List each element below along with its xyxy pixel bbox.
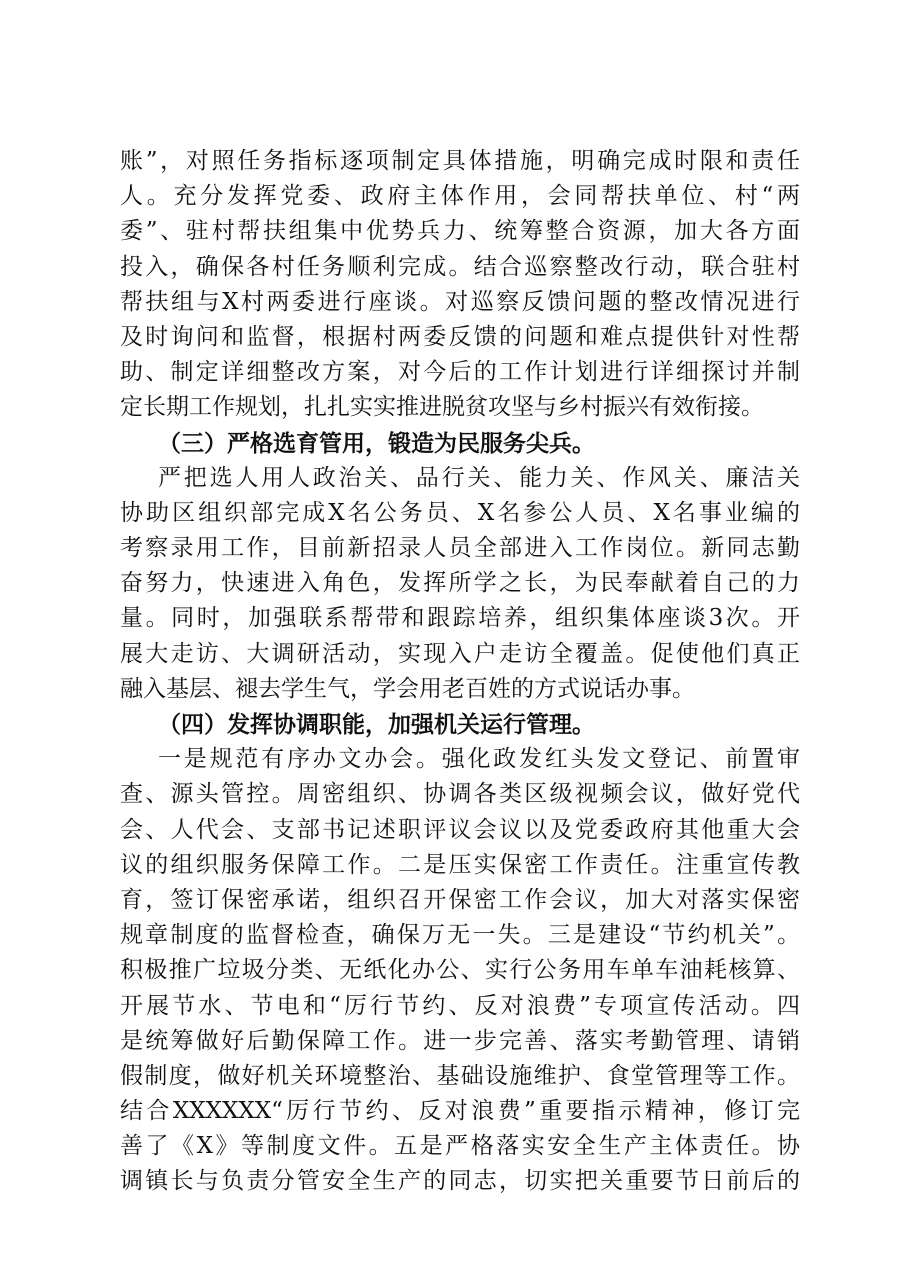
paragraph-3-line: 结合XXXXXX“厉行节约、反对浪费”重要指示精神，修订完 [120,1098,800,1125]
paragraph-1-line: 及时询问和监督，根据村两委反馈的问题和难点提供针对性帮 [120,323,800,350]
paragraph-1-line: 委”、驻村帮扶组集中优势兵力、统筹整合资源，加大各方面 [120,218,800,245]
paragraph-1-line: 投入，确保各村任务顺利完成。结合巡察整改行动，联合驻村 [120,253,800,280]
paragraph-3-line: 规章制度的监督检查，确保万无一失。三是建设“节约机关”。 [120,922,800,949]
paragraph-1 [120,144,800,426]
paragraph-3-line: 育，签订保密承诺，组织召开保密工作会议，加大对落实保密 [120,886,800,913]
paragraph-3-line: 查、源头管控。周密组织、协调各类区级视频会议，做好党代 [120,781,800,808]
paragraph-3-line: 一是规范有序办文办会。强化政发红头发文登记、前置审 [158,746,800,773]
paragraph-2-line: 严把选人用人政治关、品行关、能力关、作风关、廉洁关 [158,464,800,491]
paragraph-1-line: 定长期工作规划，扎扎实实推进脱贫攻坚与乡村振兴有效衔接。 [120,394,764,421]
paragraph-1-line: 账”，对照任务指标逐项制定具体措施，明确完成时限和责任 [120,148,800,174]
paragraph-3-line: 调镇长与负责分管安全生产的同志，切实把关重要节日前后的 [120,1168,800,1195]
paragraph-3-line: 议的组织服务保障工作。二是压实保密工作责任。注重宣传教 [120,851,800,878]
section-heading-4: （四）发挥协调职能，加强机关运行管理。 [158,711,595,738]
paragraph-2-line: 展大走访、大调研活动，实现入户走访全覆盖。促使他们真正 [120,640,800,667]
paragraph-2-line: 考察录用工作，目前新招录人员全部进入工作岗位。新同志勤 [120,535,800,562]
paragraph-3-line: 假制度，做好机关环境整治、基础设施维护、食堂管理等工作。 [120,1062,800,1089]
paragraph-2-line: 量。同时，加强联系帮带和跟踪培养，组织集体座谈3次。开 [120,605,800,632]
paragraph-2-line: 融入基层、褪去学生气，学会用老百姓的方式说话办事。 [120,675,695,702]
paragraph-2-line: 协助区组织部完成X名公务员、X名参公人员、X名事业编的 [120,499,800,526]
paragraph-1-line: 人。充分发挥党委、政府主体作用，会同帮扶单位、村“两 [120,183,800,210]
section-heading-3: （三）严格选育管用，锻造为民服务尖兵。 [158,429,595,457]
paragraph-2 [120,461,800,707]
paragraph-3 [120,742,800,1199]
paragraph-1-line: 帮扶组与X村两委进行座谈。对巡察反馈问题的整改情况进行 [120,288,800,315]
paragraph-3-line: 是统筹做好后勤保障工作。进一步完善、落实考勤管理、请销 [120,1027,800,1054]
document-body [120,144,800,1200]
paragraph-3-line: 善了《X》等制度文件。五是严格落实安全生产主体责任。协 [120,1133,800,1160]
paragraph-3-line: 积极推广垃圾分类、无纸化办公、实行公务用车单车油耗核算、 [120,957,800,984]
paragraph-3-line: 会、人代会、支部书记述职评议会议以及党委政府其他重大会 [120,816,800,843]
paragraph-1-line: 助、制定详细整改方案，对今后的工作计划进行详细探讨并制 [120,359,800,386]
paragraph-3-line: 开展节水、节电和“厉行节约、反对浪费”专项宣传活动。四 [120,992,800,1019]
paragraph-2-line: 奋努力，快速进入角色，发挥所学之长，为民奉献着自己的力 [120,570,800,597]
